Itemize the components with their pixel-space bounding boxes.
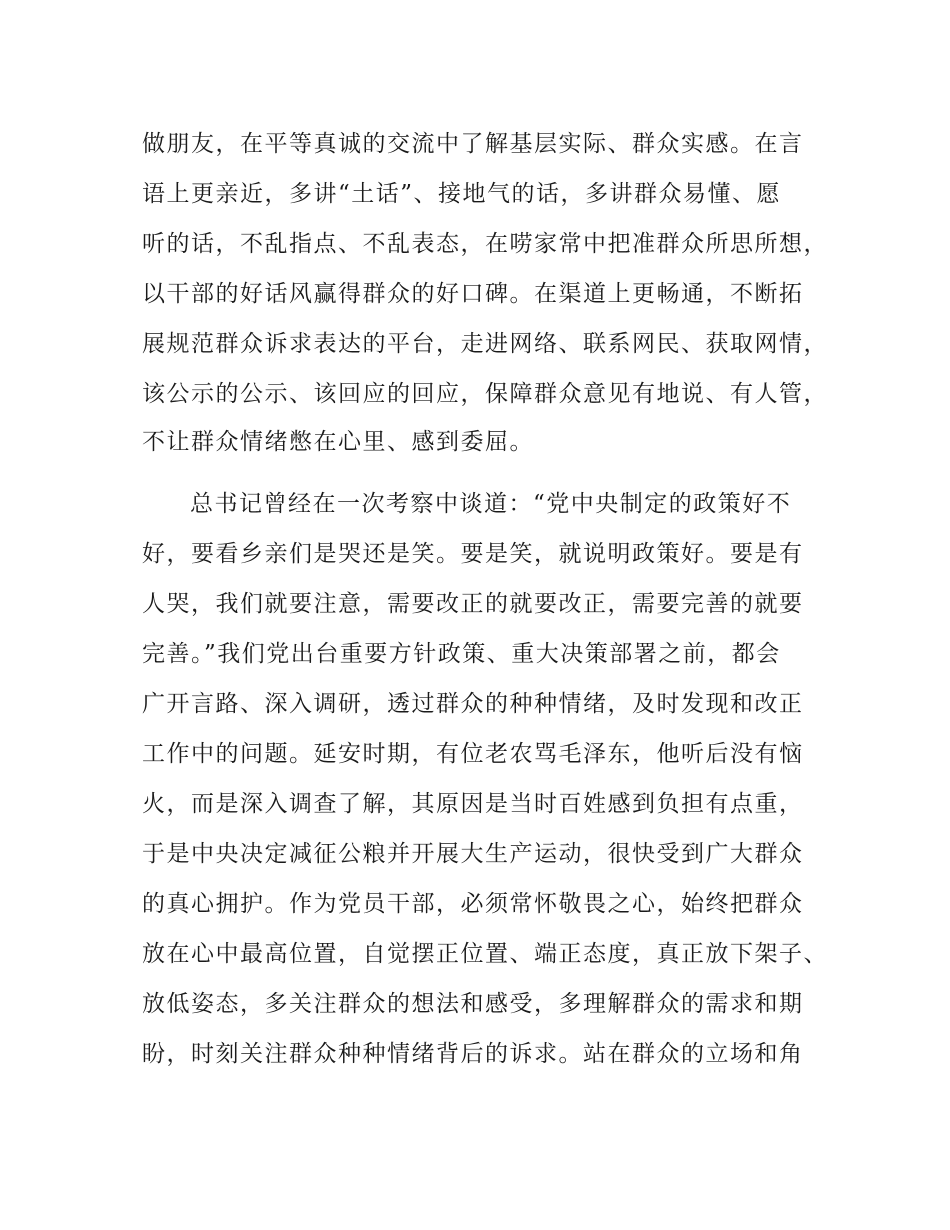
- paragraph-2-line-9: 的真心拥护。作为党员干部，必须常怀敬畏之心，始终把群众: [142, 891, 804, 917]
- paragraph-2-line-5: 广开言路、深入调研，透过群众的种种情绪，及时发现和改正: [142, 691, 804, 717]
- paragraph-1-line-3: 听的话，不乱指点、不乱表态，在唠家常中把准群众所思所想，: [142, 231, 828, 257]
- paragraph-2-line-4: 完善。”我们党出台重要方针政策、重大决策部署之前，都会: [142, 641, 781, 667]
- paragraph-2-line-7: 火，而是深入调查了解，其原因是当时百姓感到负担有点重，: [142, 791, 804, 817]
- paragraph-2-line-12: 盼，时刻关注群众种种情绪背后的诉求。站在群众的立场和角: [142, 1041, 804, 1067]
- paragraph-2-line-2: 好，要看乡亲们是哭还是笑。要是笑，就说明政策好。要是有: [142, 541, 804, 567]
- paragraph-2-line-11: 放低姿态，多关注群众的想法和感受，多理解群众的需求和期: [142, 991, 804, 1017]
- paragraph-1-line-7: 不让群众情绪憋在心里、感到委屈。: [142, 429, 534, 455]
- paragraph-1-line-1: 做朋友，在平等真诚的交流中了解基层实际、群众实感。在言: [142, 131, 804, 157]
- paragraph-1-line-2: 语上更亲近，多讲“土话”、接地气的话，多讲群众易懂、愿: [142, 181, 782, 207]
- paragraph-2-line-10: 放在心中最高位置，自觉摆正位置、端正态度，真正放下架子、: [142, 941, 828, 967]
- paragraph-1-line-6: 该公示的公示、该回应的回应，保障群众意见有地说、有人管，: [142, 381, 828, 407]
- paragraph-2-line-6: 工作中的问题。延安时期，有位老农骂毛泽东，他听后没有恼: [142, 741, 804, 767]
- paragraph-2-line-1: 总书记曾经在一次考察中谈道：“党中央制定的政策好不: [190, 491, 792, 517]
- paragraph-2-line-3: 人哭，我们就要注意，需要改正的就要改正，需要完善的就要: [142, 591, 804, 617]
- paragraph-1-line-4: 以干部的好话风赢得群众的好口碑。在渠道上更畅通，不断拓: [142, 281, 804, 307]
- paragraph-2-line-8: 于是中央决定减征公粮并开展大生产运动，很快受到广大群众: [142, 841, 804, 867]
- paragraph-1-line-5: 展规范群众诉求表达的平台，走进网络、联系网民、获取网情，: [142, 331, 828, 357]
